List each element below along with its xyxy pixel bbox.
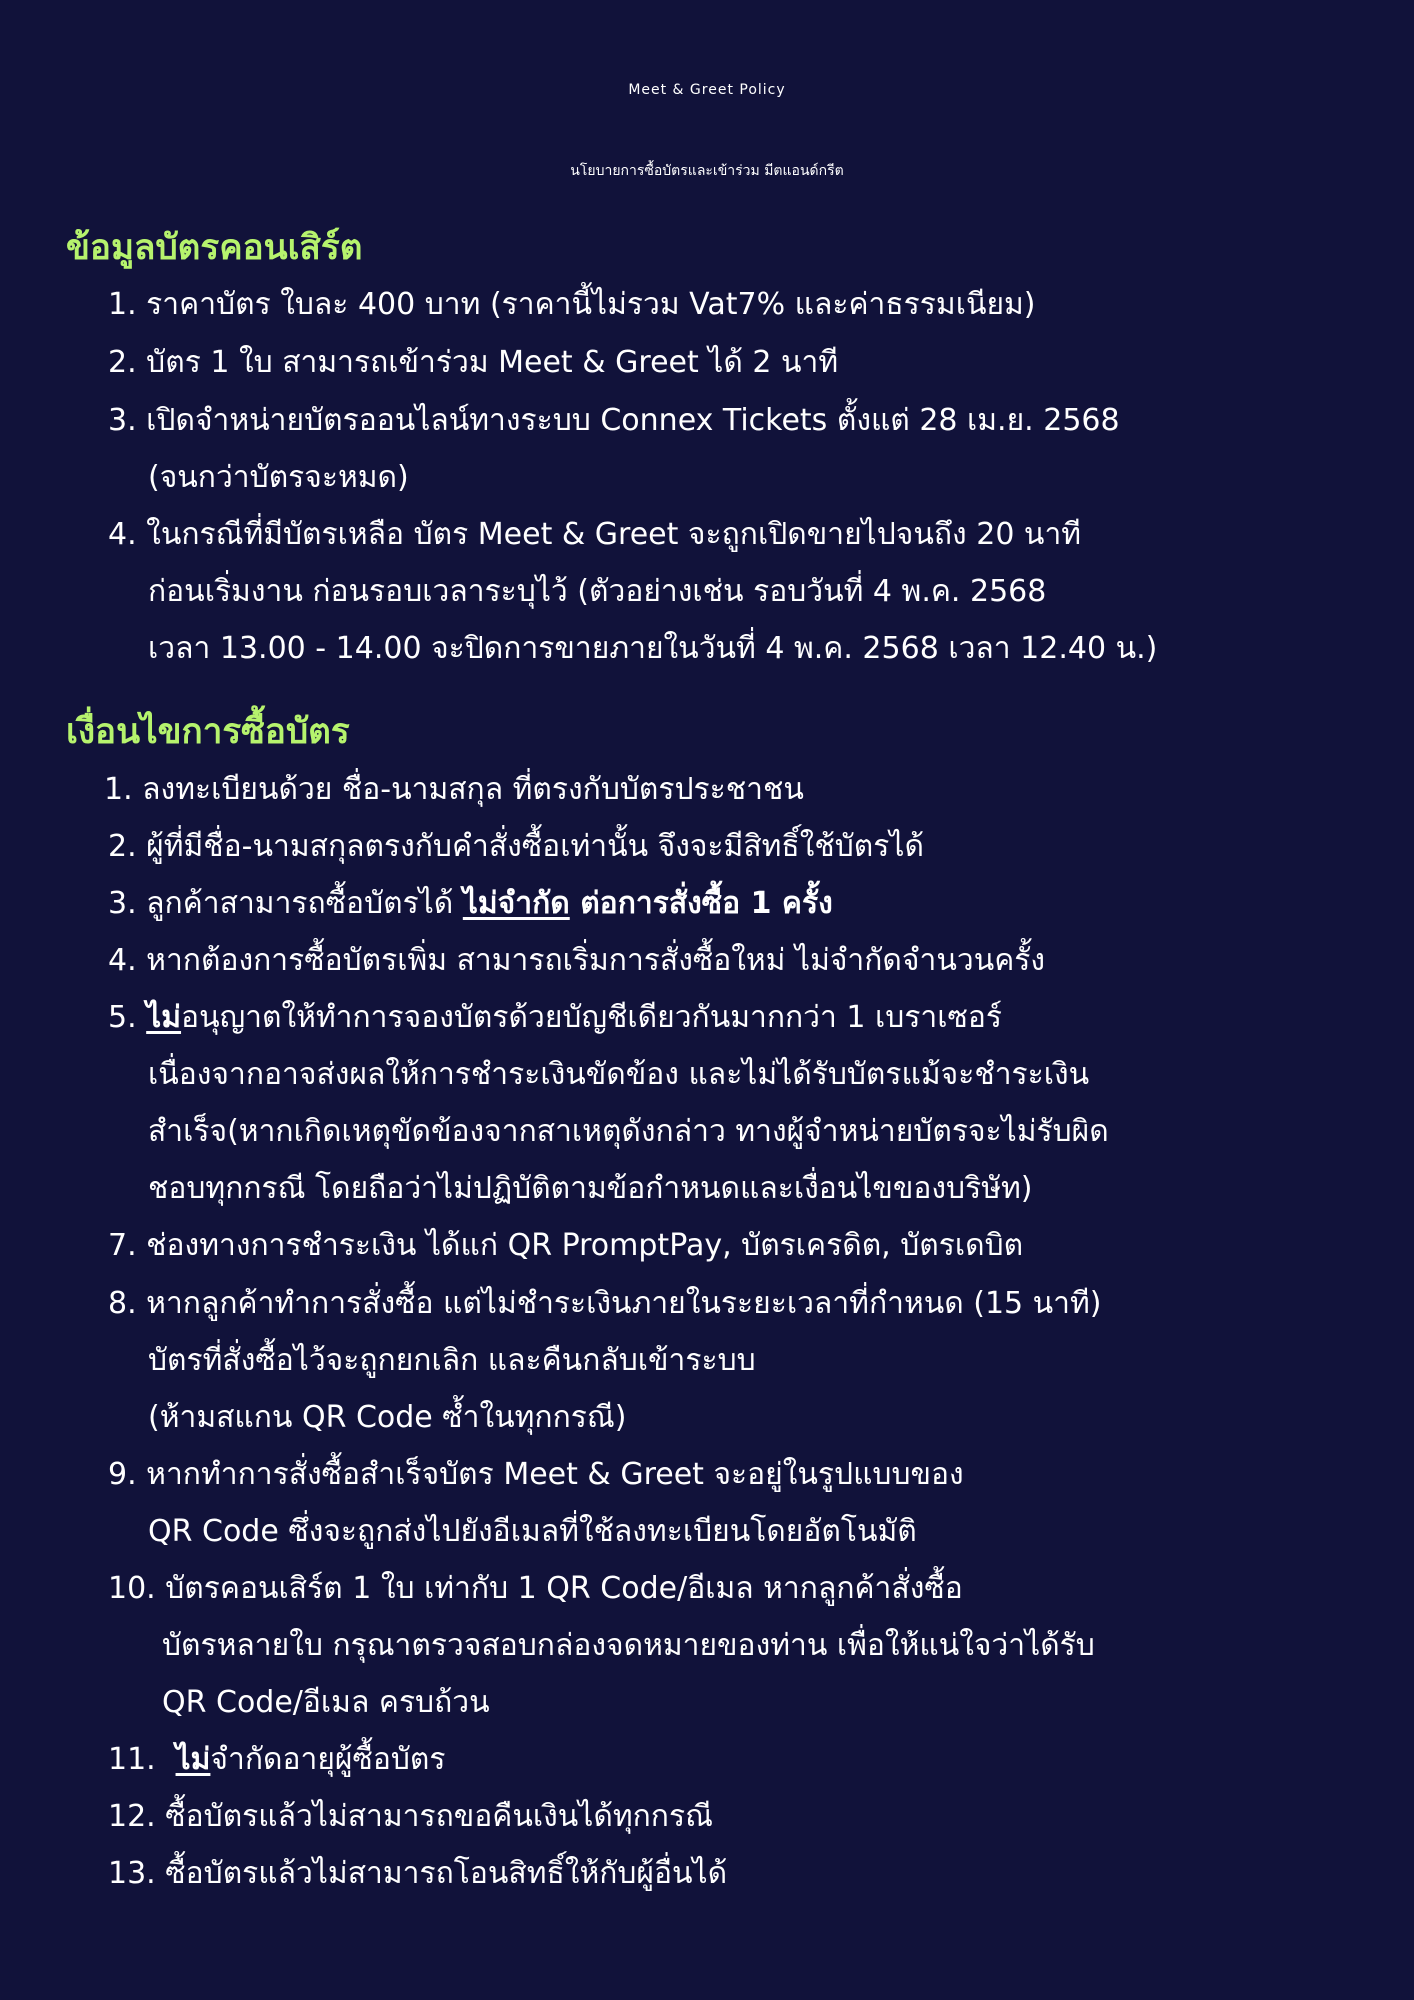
list-item [108, 1737, 446, 1783]
section-heading-conditions: เงื่อนไขการซื้อบัตร [66, 712, 350, 752]
list-item [108, 398, 1120, 444]
item-number: 2. [108, 829, 137, 864]
list-item [108, 995, 1002, 1041]
list-item [108, 512, 1081, 558]
item-number: 8. [108, 1286, 137, 1321]
item-number: 10. [108, 1571, 156, 1606]
item-number: 2. [108, 345, 137, 380]
item-number: 13. [108, 1856, 156, 1891]
list-item [108, 1566, 963, 1612]
item-text: หากทำการสั่งซื้อสำเร็จบัตร Meet & Greet จะอยู่ในรูปแบบของ [146, 1457, 964, 1492]
item-text: หากลูกค้าทำการสั่งซื้อ แต่ไม่ชำระเงินภายในระยะเวลาที่กำหนด (15 นาที) [146, 1286, 1102, 1321]
item-number: 9. [108, 1457, 137, 1492]
page-subtitle: นโยบายการซื้อบัตรและเข้าร่วม มีตแอนด์กรีต [570, 163, 844, 179]
item-number: 7. [108, 1228, 137, 1263]
emphasis-underlined: ไม่จำกัด [462, 886, 570, 921]
item-text: เปิดจำหน่ายบัตรออนไลน์ทางระบบ Connex Tickets ตั้งแต่ 28 เม.ย. 2568 [146, 403, 1120, 438]
item-text-continuation: ชอบทุกกรณี โดยถือว่าไม่ปฏิบัติตามข้อกำหนดและเงื่อนไขของบริษัท) [148, 1171, 1033, 1206]
item-text-continuation: ก่อนเริ่มงาน ก่อนรอบเวลาระบุไว้ (ตัวอย่างเช่น รอบวันที่ 4 พ.ค. 2568 [148, 574, 1047, 609]
item-text-continuation: บัตรที่สั่งซื้อไว้จะถูกยกเลิก และคืนกลับเข้าระบบ [148, 1343, 756, 1378]
item-text: ลูกค้าสามารถซื้อบัตรได้ [146, 886, 463, 921]
list-item [108, 881, 833, 927]
item-number: 4. [108, 517, 137, 552]
item-number: 3. [108, 403, 137, 438]
item-text: จำกัดอายุผู้ซื้อบัตร [210, 1742, 446, 1777]
item-number: 5. [108, 1000, 137, 1035]
item-text-continuation: QR Code ซึ่งจะถูกส่งไปยังอีเมลที่ใช้ลงทะเบียนโดยอัตโนมัติ [148, 1514, 917, 1549]
emphasis-underlined: ไม่ [146, 1000, 182, 1035]
item-text-continuation: (ห้ามสแกน QR Code ซ้ำในทุกกรณี) [148, 1400, 627, 1435]
item-text: ช่องทางการชำระเงิน ได้แก่ QR PromptPay, บัตรเครดิต, บัตรเดบิต [146, 1228, 1024, 1263]
item-text: ในกรณีที่มีบัตรเหลือ บัตร Meet & Greet จะถูกเปิดขายไปจนถึง 20 นาที [146, 517, 1082, 552]
item-text: บัตรคอนเสิร์ต 1 ใบ เท่ากับ 1 QR Code/อีเมล หากลูกค้าสั่งซื้อ [165, 1571, 963, 1606]
item-text: ผู้ที่มีชื่อ-นามสกุลตรงกับคำสั่งซื้อเท่านั้น จึงจะมีสิทธิ์ใช้บัตรได้ [146, 829, 924, 864]
list-item [108, 1281, 1102, 1327]
emphasis-underlined: ไม่ [175, 1742, 211, 1777]
item-text-continuation: เวลา 13.00 - 14.00 จะปิดการขายภายในวันที่ 4 พ.ค. 2568 เวลา 12.40 น.) [148, 631, 1158, 666]
list-item [108, 1452, 964, 1498]
emphasis-bold: ต่อการสั่งซื้อ 1 ครั้ง [569, 886, 833, 921]
item-text: อนุญาตให้ทำการจองบัตรด้วยบัญชีเดียวกันมากกว่า 1 เบราเซอร์ [181, 1000, 1003, 1035]
page-title: Meet & Greet Policy [628, 82, 786, 98]
item-text: ลงทะเบียนด้วย ชื่อ-นามสกุล ที่ตรงกับบัตรประชาชน [142, 772, 804, 807]
list-item [108, 938, 1045, 984]
list-item [108, 340, 838, 386]
item-number: 12. [108, 1799, 156, 1834]
section-heading-ticket-info: ข้อมูลบัตรคอนเสิร์ต [66, 228, 363, 268]
item-number: 1. [108, 287, 137, 322]
item-text-continuation: สำเร็จ(หากเกิดเหตุขัดข้องจากสาเหตุดังกล่าว ทางผู้จำหน่ายบัตรจะไม่รับผิด [148, 1114, 1109, 1149]
item-text-continuation: บัตรหลายใบ กรุณาตรวจสอบกล่องจดหมายของท่าน เพื่อให้แน่ใจว่าได้รับ [162, 1628, 1095, 1663]
list-item [108, 282, 1036, 328]
item-number: 3. [108, 886, 137, 921]
item-text: หากต้องการซื้อบัตรเพิ่ม สามารถเริ่มการสั่งซื้อใหม่ ไม่จำกัดจำนวนครั้ง [146, 943, 1046, 978]
list-item [104, 767, 804, 813]
item-number: 11. [108, 1742, 156, 1777]
list-item [108, 1851, 727, 1897]
item-text: ซื้อบัตรแล้วไม่สามารถโอนสิทธิ์ให้กับผู้อื่นได้ [165, 1856, 728, 1891]
item-text-continuation: (จนกว่าบัตรจะหมด) [148, 460, 409, 495]
list-item [108, 1223, 1023, 1269]
item-text: ราคาบัตร ใบละ 400 บาท (ราคานี้ไม่รวม Vat7% และค่าธรรมเนียม) [146, 287, 1036, 322]
list-item [108, 1794, 713, 1840]
item-text: บัตร 1 ใบ สามารถเข้าร่วม Meet & Greet ได้ 2 นาที [146, 345, 839, 380]
list-item [108, 824, 924, 870]
item-text-continuation: QR Code/อีเมล ครบถ้วน [162, 1685, 490, 1720]
item-text-continuation: เนื่องจากอาจส่งผลให้การชำระเงินขัดข้อง และไม่ได้รับบัตรแม้จะชำระเงิน [148, 1057, 1090, 1092]
item-number: 1. [104, 772, 133, 807]
item-number: 4. [108, 943, 137, 978]
item-text: ซื้อบัตรแล้วไม่สามารถขอคืนเงินได้ทุกกรณี [165, 1799, 713, 1834]
